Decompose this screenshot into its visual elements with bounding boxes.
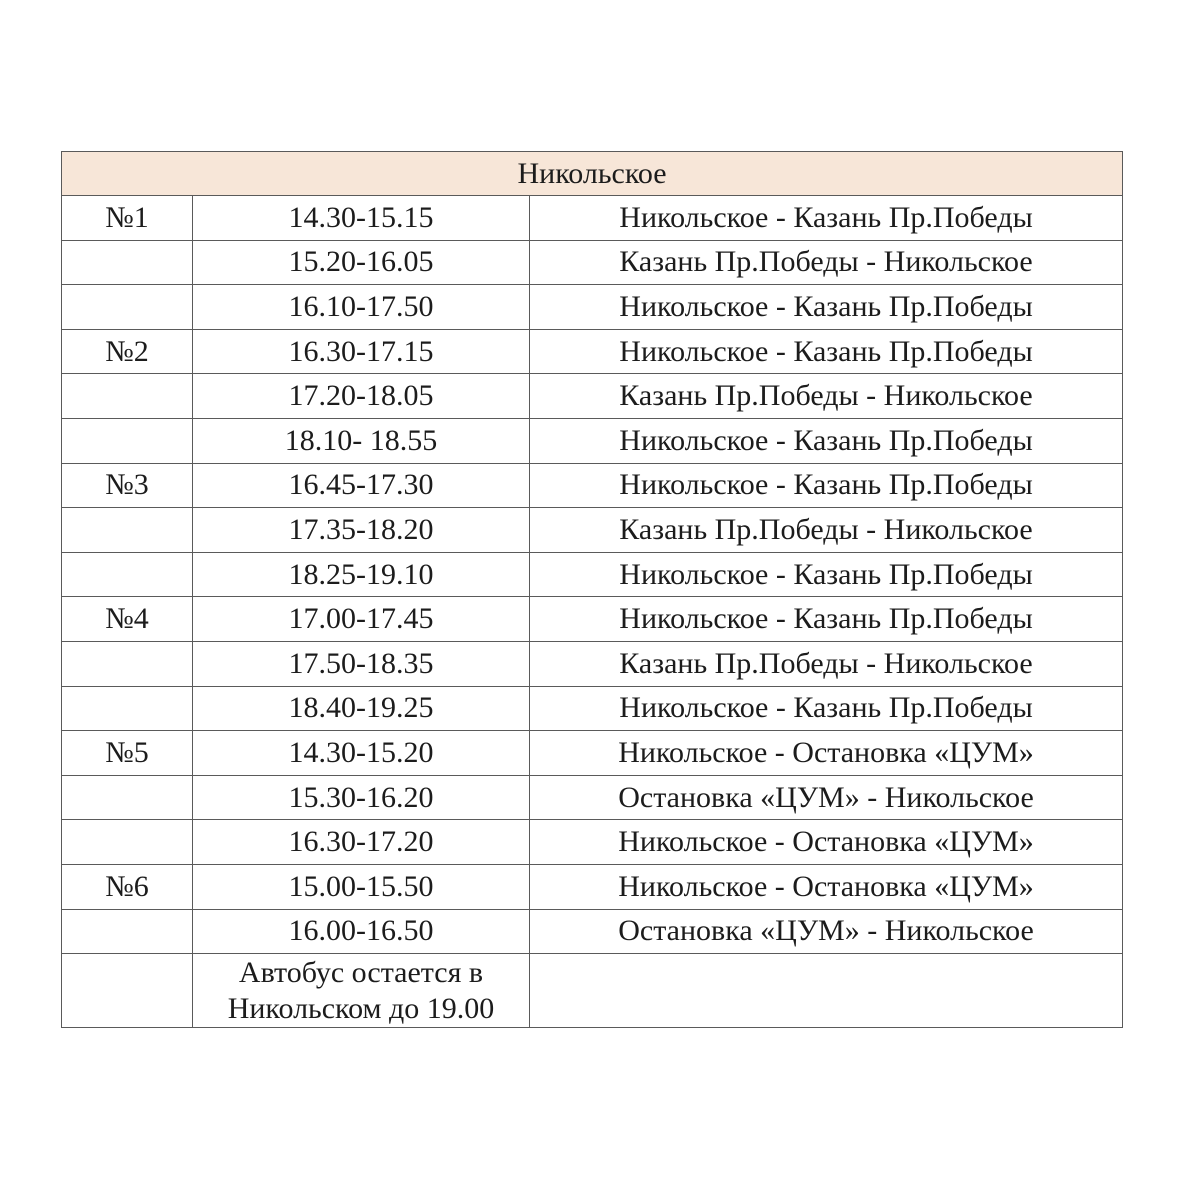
note-row [62, 954, 1123, 1028]
route-cell: Казань Пр.Победы - Никольское [530, 641, 1123, 686]
bus-number-cell: №3 [62, 463, 193, 508]
table-row [62, 552, 1123, 597]
schedule-table [61, 151, 1123, 1028]
schedule-body [62, 196, 1123, 1028]
bus-number-cell: №1 [62, 196, 193, 241]
bus-number-cell [62, 508, 193, 553]
time-cell: 15.30-16.20 [193, 775, 530, 820]
time-cell: 18.10- 18.55 [193, 418, 530, 463]
bus-number-cell [62, 641, 193, 686]
table-row [62, 909, 1123, 954]
bus-number-cell [62, 820, 193, 865]
route-cell: Никольское - Казань Пр.Победы [530, 552, 1123, 597]
table-row [62, 508, 1123, 553]
bus-number-cell [62, 686, 193, 731]
table-row [62, 864, 1123, 909]
route-cell: Никольское - Казань Пр.Победы [530, 285, 1123, 330]
table-row [62, 196, 1123, 241]
table-row [62, 820, 1123, 865]
table-row [62, 418, 1123, 463]
route-cell: Никольское - Остановка «ЦУМ» [530, 820, 1123, 865]
bus-number-cell: №2 [62, 329, 193, 374]
route-cell: Никольское - Остановка «ЦУМ» [530, 864, 1123, 909]
table-header-row [62, 152, 1123, 196]
time-cell: 18.25-19.10 [193, 552, 530, 597]
route-cell: Казань Пр.Победы - Никольское [530, 240, 1123, 285]
bus-number-cell [62, 552, 193, 597]
bus-number-cell: №6 [62, 864, 193, 909]
table-row [62, 463, 1123, 508]
bus-number-cell [62, 909, 193, 954]
route-cell: Никольское - Казань Пр.Победы [530, 463, 1123, 508]
note-cell [193, 954, 530, 1028]
table-row [62, 641, 1123, 686]
route-cell: Никольское - Казань Пр.Победы [530, 329, 1123, 374]
bus-number-cell: №4 [62, 597, 193, 642]
time-cell: 17.50-18.35 [193, 641, 530, 686]
time-cell: 15.00-15.50 [193, 864, 530, 909]
table-row [62, 731, 1123, 776]
time-cell: 16.00-16.50 [193, 909, 530, 954]
route-cell: Остановка «ЦУМ» - Никольское [530, 909, 1123, 954]
table-row [62, 775, 1123, 820]
table-title: Никольское [62, 152, 1123, 196]
route-cell: Никольское - Казань Пр.Победы [530, 196, 1123, 241]
table-row [62, 374, 1123, 419]
table-row [62, 329, 1123, 374]
table-row [62, 597, 1123, 642]
bus-number-cell [62, 418, 193, 463]
table-row [62, 686, 1123, 731]
bus-number-cell: №5 [62, 731, 193, 776]
bus-number-cell [62, 285, 193, 330]
note-empty-cell [62, 954, 193, 1028]
route-cell: Никольское - Казань Пр.Победы [530, 686, 1123, 731]
time-cell: 14.30-15.20 [193, 731, 530, 776]
time-cell: 18.40-19.25 [193, 686, 530, 731]
time-cell: 14.30-15.15 [193, 196, 530, 241]
bus-number-cell [62, 775, 193, 820]
table-row [62, 285, 1123, 330]
route-cell: Никольское - Остановка «ЦУМ» [530, 731, 1123, 776]
route-cell: Никольское - Казань Пр.Победы [530, 418, 1123, 463]
note-line-2: Никольском до 19.00 [227, 991, 495, 1025]
time-cell: 17.20-18.05 [193, 374, 530, 419]
route-cell: Казань Пр.Победы - Никольское [530, 508, 1123, 553]
time-cell: 16.30-17.15 [193, 329, 530, 374]
time-cell: 16.10-17.50 [193, 285, 530, 330]
route-cell: Остановка «ЦУМ» - Никольское [530, 775, 1123, 820]
time-cell: 16.30-17.20 [193, 820, 530, 865]
time-cell: 17.35-18.20 [193, 508, 530, 553]
bus-number-cell [62, 240, 193, 285]
route-cell: Никольское - Казань Пр.Победы [530, 597, 1123, 642]
bus-number-cell [62, 374, 193, 419]
time-cell: 17.00-17.45 [193, 597, 530, 642]
time-cell: 15.20-16.05 [193, 240, 530, 285]
route-cell: Казань Пр.Победы - Никольское [530, 374, 1123, 419]
table-row [62, 240, 1123, 285]
note-line-1: Автобус остается в [238, 955, 484, 989]
time-cell: 16.45-17.30 [193, 463, 530, 508]
note-empty-cell [530, 954, 1123, 1028]
